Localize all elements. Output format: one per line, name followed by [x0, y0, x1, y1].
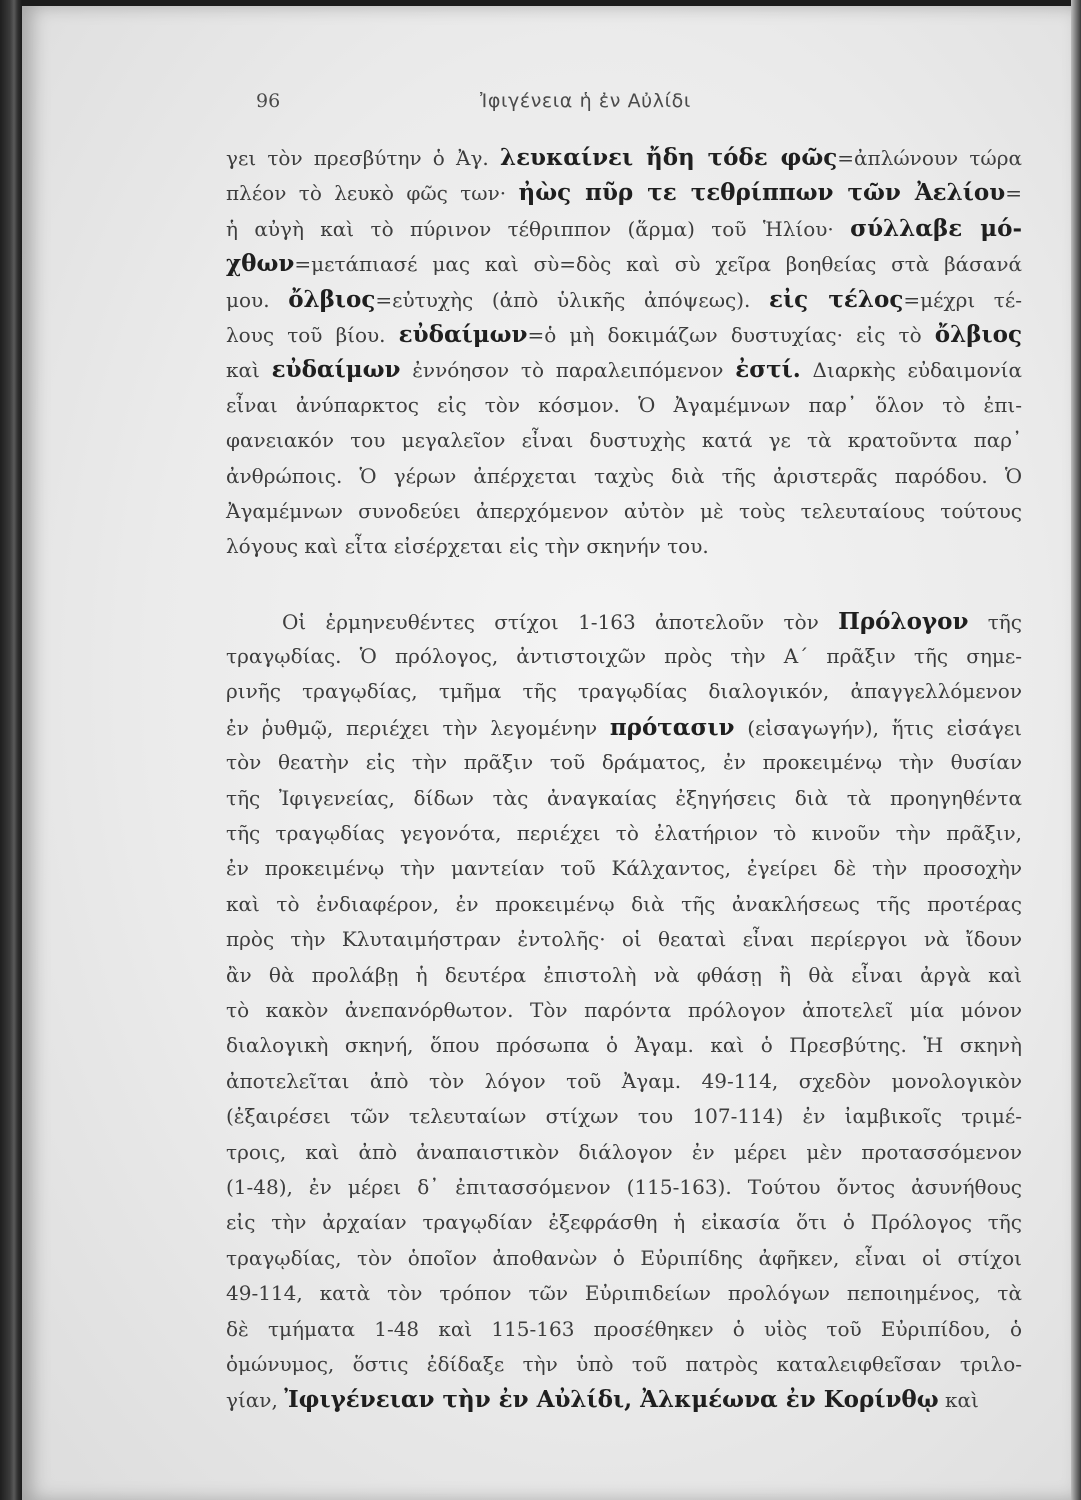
page-header	[22, 90, 1071, 120]
paragraph	[226, 140, 1022, 565]
text-line	[226, 816, 1022, 851]
bold-term: σύλλαβε μό-	[850, 214, 1022, 242]
text-line	[226, 1064, 1022, 1099]
text-line	[226, 639, 1022, 674]
text-line	[226, 352, 1022, 387]
text-line	[226, 423, 1022, 458]
text-line	[226, 1028, 1022, 1063]
text-run: εἰς τὴν ἀρχαίαν τραγῳδίαν ἐξεφράσθη ἡ εἰκασία ὅτι ὁ Πρόλογος τῆς	[226, 1210, 1022, 1235]
text-run: τραγῳδίας. Ὁ πρόλογος, ἀντιστοιχῶν πρὸς τὴν Α´ πρᾶξιν τῆς σημε-	[226, 644, 1022, 669]
text-line	[226, 745, 1022, 780]
text-line	[226, 1099, 1022, 1134]
bold-term: εὐδαίμων	[271, 356, 401, 384]
page-edge	[1071, 0, 1081, 1500]
text-run: (1-48), ἐν μέρει δ᾽ ἐπιτασσόμενον (115-163). Τούτου ὄντος ἀσυνήθους	[226, 1174, 1022, 1199]
paragraph-gap	[226, 565, 1022, 604]
text-line	[226, 851, 1022, 886]
text-line	[226, 1170, 1022, 1205]
page-number: 96	[256, 90, 281, 112]
text-run: γίαν,	[226, 1388, 285, 1413]
text-run: λους τοῦ βίου.	[226, 322, 399, 347]
text-line	[226, 993, 1022, 1028]
bold-term: ὄλβιος	[288, 285, 376, 313]
bold-term: ἐστί.	[735, 356, 801, 384]
text-run: Ἀγαμέμνων συνοδεύει ἀπερχόμενον αὐτὸν μὲ τοὺς τελευταίους τούτους	[226, 498, 1022, 523]
bold-term: εὐδαίμων	[398, 320, 528, 348]
text-run: ἐν προκειμένῳ τὴν μαντείαν τοῦ Κάλχαντος, ἐγείρει δὲ τὴν προσοχὴν	[226, 856, 1022, 881]
text-run: =ὁ μὴ δοκιμάζων δυστυχίας· εἰς τὸ	[527, 322, 935, 347]
bold-term: ἠὼς πῦρ τε τεθρίππων τῶν Ἀελίου	[518, 179, 1006, 207]
text-run: καὶ	[226, 358, 272, 383]
text-line	[226, 887, 1022, 922]
text-run: φανειακόν του μεγαλεῖον εἶναι δυστυχὴς κατά γε τὰ κρατοῦντα παρ᾽	[226, 428, 1022, 453]
text-run: εἶναι ἀνύπαρκτος εἰς τὸν κόσμον. Ὁ Ἀγαμέμνων παρ᾽ ὅλον τὸ ἐπι-	[226, 392, 1022, 417]
text-run: ἐν ῥυθμῷ, περιέχει τὴν λεγομένην	[226, 715, 610, 740]
text-line	[226, 922, 1022, 957]
text-run: (εἰσαγωγήν), ἥτις εἰσάγει	[734, 715, 1022, 740]
text-run: ἂν θὰ προλάβῃ ἡ δευτέρα ἐπιστολὴ νὰ φθάσῃ ἢ θὰ εἶναι ἀργὰ καὶ	[226, 962, 1022, 987]
text-line	[226, 246, 1022, 281]
text-line	[226, 211, 1022, 246]
text-run: τροις, καὶ ἀπὸ ἀναπαιστικὸν διάλογον ἐν μέρει μὲν προτασσόμενον	[226, 1139, 1022, 1164]
text-run: ἡ αὐγὴ καὶ τὸ πύρινον τέθριππον (ἅρμα) τοῦ Ἡλίου·	[226, 216, 851, 241]
text-line	[226, 140, 1022, 175]
text-run: Οἱ ἑρμηνευθέντες στίχοι 1-163 ἀποτελοῦν τὸν	[282, 609, 839, 634]
text-line	[226, 1276, 1022, 1311]
text-run: ρινῆς τραγῳδίας, τμῆμα τῆς τραγῳδίας διαλογικόν, ἀπαγγελλόμενον	[226, 679, 1022, 704]
text-run: τὸ κακὸν ἀνεπανόρθωτον. Τὸν παρόντα πρόλογον ἀποτελεῖ μία μόνον	[226, 997, 1022, 1022]
book-page	[22, 6, 1071, 1500]
text-line	[226, 494, 1022, 529]
running-title: Ἰφιγένεια ἡ ἐν Αὐλίδι	[480, 90, 691, 112]
bold-term: λευκαίνει ἤδη τόδε φῶς	[499, 144, 838, 171]
bold-term: ὄλβιος	[934, 320, 1022, 348]
text-run: μου.	[226, 287, 289, 312]
text-line	[226, 388, 1022, 423]
bold-term: πρότασιν	[609, 713, 735, 741]
text-run: =μετάπιασέ μας καὶ σὺ=δὸς καὶ σὺ χεῖρα βοηθείας στὰ βάσανά	[294, 252, 1022, 277]
text-run: ὁμώνυμος, ὅστις ἐδίδαξε τὴν ὑπὸ τοῦ πατρὸς καταλειφθεῖσαν τριλο-	[226, 1351, 1022, 1376]
text-run: καὶ τὸ ἐνδιαφέρον, ἐν προκειμένῳ διὰ τῆς ἀνακλήσεως τῆς προτέρας	[226, 891, 1022, 916]
text-run: τῆς	[968, 609, 1022, 634]
text-line	[226, 604, 1022, 639]
text-run: =	[1005, 181, 1022, 206]
text-run: ἐννόησον τὸ παραλειπόμενον	[400, 358, 736, 383]
text-line	[226, 710, 1022, 745]
bold-term: εἰς τέλος	[769, 285, 904, 313]
text-line	[226, 1205, 1022, 1240]
text-run: =εὐτυχὴς (ἀπὸ ὑλικῆς ἀπόψεως).	[375, 287, 769, 312]
text-run: τὸν θεατὴν εἰς τὴν πρᾶξιν τοῦ δράματος, ἐν προκειμένῳ τὴν θυσίαν	[226, 750, 1022, 775]
text-run: ἀνθρώποις. Ὁ γέρων ἀπέρχεται ταχὺς διὰ τῆς ἀριστερᾶς παρόδου. Ὁ	[226, 463, 1022, 488]
text-run: =ἀπλώνουν τώρα	[837, 146, 1023, 170]
text-run: Διαρκὴς εὐδαιμονία	[800, 358, 1022, 383]
text-run: τραγῳδίας, τὸν ὁποῖον ἀποθανὼν ὁ Εὐριπίδης ἀφῆκεν, εἶναι οἱ στίχοι	[226, 1245, 1022, 1270]
text-run: δὲ τμήματα 1-48 καὶ 115-163 προσέθηκεν ὁ υἱὸς τοῦ Εὐριπίδου, ὁ	[226, 1316, 1022, 1341]
text-run: τῆς Ἰφιγενείας, δίδων τὰς ἀναγκαίας ἐξηγήσεις διὰ τὰ προηγηθέντα	[226, 785, 1022, 810]
text-run: ἀποτελεῖται ἀπὸ τὸν λόγον τοῦ Ἀγαμ. 49-114, σχεδὸν μονολογικὸν	[226, 1068, 1022, 1093]
bold-term: Ἰφιγένειαν τὴν ἐν Αὐλίδι, Ἀλκμέωνα ἐν Κορίνθῳ	[284, 1386, 939, 1414]
text-run: καὶ	[938, 1388, 979, 1413]
text-run: =μέχρι τέ-	[903, 287, 1022, 312]
text-line	[226, 459, 1022, 494]
text-line	[226, 529, 1022, 564]
paragraph	[226, 604, 1022, 1418]
text-run: (ἐξαιρέσει τῶν τελευταίων στίχων του 107-114) ἐν ἰαμβικοῖς τριμέ-	[226, 1104, 1022, 1129]
bold-term: χθων	[226, 250, 295, 278]
text-run: πλέον τὸ λευκὸ φῶς των·	[226, 181, 519, 206]
text-run: διαλογικὴ σκηνή, ὅπου πρόσωπα ὁ Ἀγαμ. καὶ ὁ Πρεσβύτης. Ἡ σκηνὴ	[226, 1033, 1022, 1058]
text-run: λόγους καὶ εἶτα εἰσέρχεται εἰς τὴν σκηνήν του.	[226, 534, 709, 559]
text-run: τῆς τραγῳδίας γεγονότα, περιέχει τὸ ἐλατήριον τὸ κινοῦν τὴν πρᾶξιν,	[226, 821, 1022, 846]
text-line	[226, 1382, 1022, 1417]
text-line	[226, 781, 1022, 816]
text-line	[226, 674, 1022, 709]
text-line	[226, 1312, 1022, 1347]
text-line	[226, 1135, 1022, 1170]
text-run: γει τὸν πρεσβύτην ὁ Ἀγ.	[226, 146, 500, 170]
bold-term: Πρόλογον	[838, 607, 969, 635]
text-line	[226, 1347, 1022, 1382]
text-line	[226, 317, 1022, 352]
text-run: πρὸς τὴν Κλυταιμήστραν ἐντολῆς· οἱ θεαταὶ εἶναι περίεργοι νὰ ἴδουν	[226, 927, 1022, 952]
text-line	[226, 282, 1022, 317]
text-run: 49-114, κατὰ τὸν τρόπον τῶν Εὐριπιδείων προλόγων πεποιημένος, τὰ	[226, 1281, 1022, 1306]
text-line	[226, 175, 1022, 210]
text-line	[226, 1241, 1022, 1276]
text-line	[226, 958, 1022, 993]
page-body	[226, 140, 1022, 1418]
